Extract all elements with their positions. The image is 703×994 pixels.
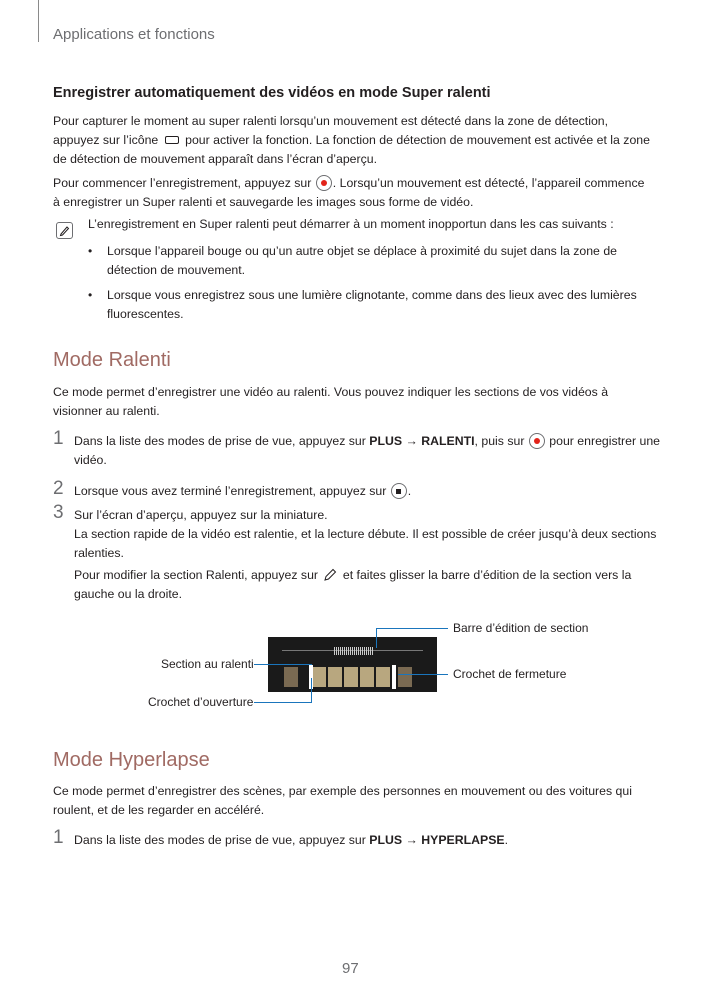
label-closing-bracket: Crochet de fermeture <box>453 667 567 681</box>
video-thumbnail <box>398 667 412 687</box>
slowmo-intro: Ce mode permet d’enregistrer une vidéo au ralenti. Vous pouvez indiquer les sections de vos vidéos à visionner au ralenti. <box>53 385 609 418</box>
hyperlapse-step-1: Dans la liste des modes de prise de vue, appuyez sur PLUS → HYPERLAPSE. <box>74 833 509 847</box>
superslow-heading: Enregistrer automatiquement des vidéos en mode Super ralenti <box>53 85 491 101</box>
bullet-marker: • <box>88 244 93 258</box>
note-icon <box>56 222 73 239</box>
callout-line <box>254 702 312 703</box>
bullet-item: Lorsque l’appareil bouge ou qu’un autre objet se déplace à proximité du sujet dans la zone de détection de mouvement. <box>107 244 617 277</box>
section-edit-bar[interactable] <box>334 647 374 655</box>
superslow-paragraph-2: Pour commencer l’enregistrement, appuyez sur . Lorsqu’un mouvement est détecté, l’appareil commence à enregistrer un Super ralenti et sauvegarde les images sous forme de vidéo. <box>53 176 645 209</box>
stop-icon <box>391 483 407 499</box>
video-thumbnail <box>360 667 374 687</box>
step-number: 3 <box>53 502 64 523</box>
slowmo-heading: Mode Ralenti <box>53 349 171 371</box>
callout-line <box>254 664 312 665</box>
callout-line <box>311 678 312 702</box>
note-text: L’enregistrement en Super ralenti peut démarrer à un moment inopportun dans les cas suivants : <box>88 217 614 231</box>
callout-line <box>398 674 448 675</box>
header-rule <box>38 0 39 42</box>
record-icon <box>529 433 545 449</box>
pencil-icon <box>322 567 338 583</box>
motion-detection-icon <box>163 132 181 148</box>
page-number: 97 <box>342 960 359 977</box>
bullet-marker: • <box>88 288 93 302</box>
step-number: 1 <box>53 428 64 449</box>
slowmo-step-2: Lorsque vous avez terminé l’enregistrement, appuyez sur . <box>74 484 412 498</box>
record-icon <box>316 175 332 191</box>
slowmo-step-3: Sur l’écran d’aperçu, appuyez sur la miniature. La section rapide de la vidéo est ralentie, et la lecture débute. Il est possible de créer jusqu’à deux sections ralenties. Pour modifier la section Ralenti, appuyez sur et faites glisser la barre d’édition de la section vers la gauche ou la droite. <box>74 508 657 601</box>
hyperlapse-heading: Mode Hyperlapse <box>53 749 210 771</box>
callout-line <box>376 628 448 629</box>
bullet-item: Lorsque vous enregistrez sous une lumière clignotante, comme dans des lieux avec des lumières fluorescentes. <box>107 288 637 321</box>
label-edit-bar: Barre d’édition de section <box>453 621 589 635</box>
step-number: 1 <box>53 827 64 848</box>
video-thumbnail <box>284 667 298 687</box>
slowmo-step-1: Dans la liste des modes de prise de vue, appuyez sur PLUS → RALENTI, puis sur pour enregistrer une vidéo. <box>74 434 661 467</box>
video-thumbnail <box>376 667 390 687</box>
header-title: Applications et fonctions <box>53 26 215 43</box>
video-thumbnail <box>344 667 358 687</box>
video-thumbnail <box>328 667 342 687</box>
label-slow-section: Section au ralenti <box>161 657 254 671</box>
closing-bracket-handle[interactable] <box>392 665 396 689</box>
callout-line <box>376 628 377 648</box>
hyperlapse-intro: Ce mode permet d’enregistrer des scènes, par exemple des personnes en mouvement ou des voitures qui roulent, et de les regarder en accéléré. <box>53 784 632 817</box>
superslow-paragraph-1: Pour capturer le moment au super ralenti lorsqu’un mouvement est détecté dans la zone de détection, appuyez sur l’icône pour activer la fonction. La fonction de détection de mouvement est activée et la zone de détection de mouvement apparaît dans l’écran d’aperçu. <box>53 114 650 166</box>
label-opening-bracket: Crochet d’ouverture <box>148 695 254 709</box>
step-number: 2 <box>53 478 64 499</box>
video-thumbnail <box>312 667 326 687</box>
